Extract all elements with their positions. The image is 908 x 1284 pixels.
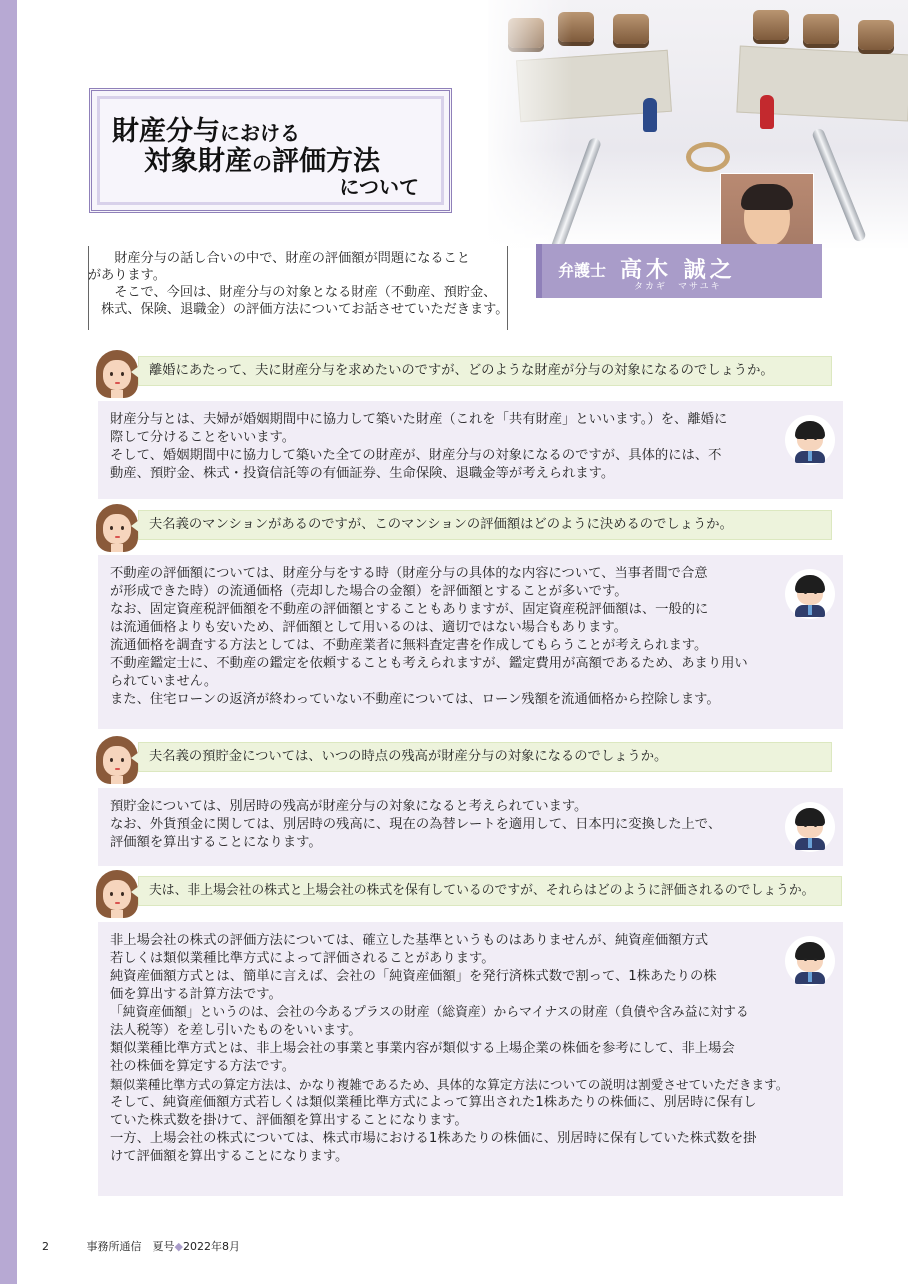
page-footer xyxy=(42,1238,240,1254)
issue-date: 2022年8月 xyxy=(182,1240,240,1253)
question-text: 夫名義のマンションがあるのですが、このマンションの評価額はどのように決めるのでしょうか。 xyxy=(138,510,832,540)
lawyer-name: 高木 誠之 xyxy=(620,258,736,283)
answer-4: 非上場会社の株式の評価方法については、確立した基準というものはありませんが、純資産価額方式 若しくは類似業種比準方式によって評価されることがあります。 純資産価額方式とは、簡単に言えば、会社の「純資産価額」を発行済株式数で割って、1株あたりの株 価を算出する計算方法です。 「純資産価額」というのは、会社の今あるプラスの財産（総資産）からマイナスの財産（負債や含み益に対する 法人税等）を差し引いたものをいいます。 類似業種比準方式とは、非上場会社の事業と事業内容が類似する上場企業の株価を参考にして、非上場会 社の株価を算定する方法です。 類似業種比準方式の算定方法は、かなり複雑であるため、具体的な算定方法についての説明は割愛させていただきます。 そして、純資産価額方式若しくは類似業種比準方式によって算出された1株あたりの株価に、別居時に保有し ていた株式数を掛けて、評価額を算出することになります。 一方、上場会社の株式については、株式市場における1株あたりの株価に、別居時に保有していた株式数を掛 けて評価額を算出することになります。 xyxy=(98,922,843,1196)
diamond-icon: ◆ xyxy=(174,1240,183,1253)
intro-text: 財産分与の話し合いの中で、財産の評価額が問題になること があります。 そこで、今回は、財産分与の対象となる財産（不動産、預貯金、 株式、保険、退職金）の評価方法についてお話させていただきます。 xyxy=(88,246,508,330)
side-bar xyxy=(0,0,17,1284)
lawyer-avatar-icon xyxy=(785,802,835,852)
lawyer-role: 弁護士 xyxy=(558,261,607,280)
answer-1: 財産分与とは、夫婦が婚姻期間中に協力して築いた財産（これを「共有財産」といいます。）を、離婚に 際して分けることをいいます。 そして、婚姻期間中に協力して築いた全ての財産が、財産分与の対象になるのですが、具体的には、不 動産、預貯金、株式・投資信託等の有価証券、生命保険、退職金等が考えられます。 xyxy=(98,401,843,499)
lawyer-name-reading: タカギ マサユキ xyxy=(634,282,722,292)
lawyer-band xyxy=(536,244,822,298)
title-line-1: 財産分与における xyxy=(112,116,300,147)
question-text: 夫は、非上場会社の株式と上場会社の株式を保有しているのですが、それらはどのように評価されるのでしょうか。 xyxy=(138,876,842,906)
lawyer-avatar-icon xyxy=(785,569,835,619)
lawyer-avatar-icon xyxy=(785,936,835,986)
publication-name: 事務所通信 夏号 xyxy=(86,1240,175,1253)
page-number: 2 xyxy=(42,1240,49,1253)
title-line-2: 対象財産の評価方法 xyxy=(144,146,380,177)
hero-photo xyxy=(488,0,908,250)
answer-3: 預貯金については、別居時の残高が財産分与の対象になると考えられています。 なお、外貨預金に関しては、別居時の残高に、現在の為替レートを適用して、日本円に変換した上で、 評価額を算出することになります。 xyxy=(98,788,843,866)
question-text: 離婚にあたって、夫に財産分与を求めたいのですが、どのような財産が分与の対象になるのでしょうか。 xyxy=(138,356,832,386)
page-title xyxy=(89,88,452,213)
lawyer-avatar-icon xyxy=(785,415,835,465)
question-text: 夫名義の預貯金については、いつの時点の残高が財産分与の対象になるのでしょうか。 xyxy=(138,742,832,772)
answer-2: 不動産の評価額については、財産分与をする時（財産分与の具体的な内容について、当事者間で合意 が形成できた時）の流通価格（売却した場合の金額）を評価額とすることが多いです。 なお、固定資産税評価額を不動産の評価額とすることもありますが、固定資産税評価額は、一般的に は流通価格よりも安いため、評価額として用いるのは、適切ではない場合もあります。 流通価格を調査する方法としては、不動産業者に無料査定書を作成してもらうことが考えられます。 不動産鑑定士に、不動産の鑑定を依頼することも考えられますが、鑑定費用が高額であるため、あまり用い られていません。 また、住宅ローンの返済が終わっていない不動産については、ローン残額を流通価格から控除します。 xyxy=(98,555,843,729)
title-line-3: について xyxy=(339,175,419,199)
